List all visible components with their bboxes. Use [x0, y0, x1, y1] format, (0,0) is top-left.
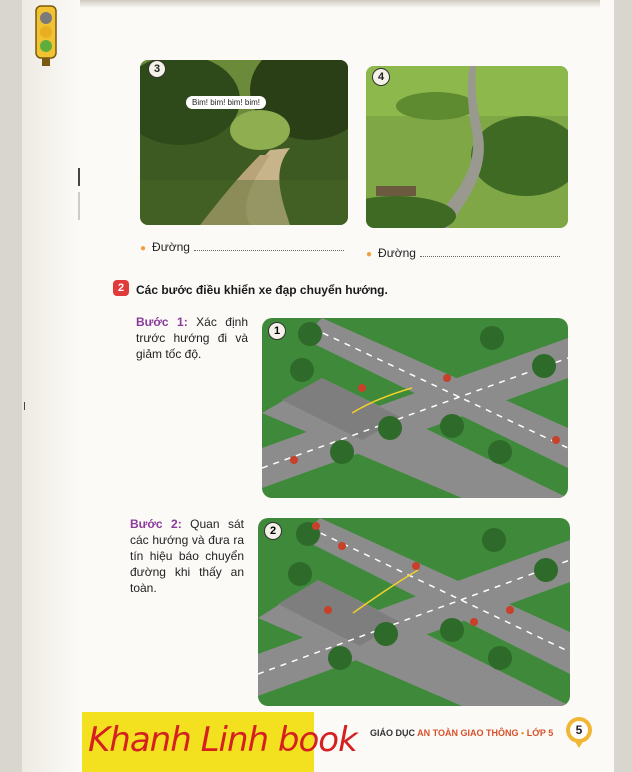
step-label: Bước 1:	[136, 315, 188, 329]
step-1-illustration	[262, 318, 568, 498]
footer-highlight: AN TOÀN GIAO THÔNG	[417, 728, 519, 738]
illustration-number-badge: 1	[268, 322, 286, 340]
photo-number-badge: 4	[372, 68, 390, 86]
step-2-text	[130, 516, 244, 596]
page-number: 5	[570, 721, 588, 739]
footer-separator: •	[521, 728, 525, 738]
answer-blank[interactable]	[420, 246, 560, 257]
section-number-badge: 2	[113, 280, 129, 296]
step-description: Xác định trước hướng đi và giảm tốc độ.	[136, 315, 248, 361]
step-1-text	[136, 314, 248, 362]
intersection-image	[258, 518, 570, 706]
footer-grade: LỚP 5	[526, 728, 554, 738]
step-label: Bước 2:	[130, 517, 182, 531]
forest-road-image	[140, 60, 348, 225]
speech-bubble: Bim! bim! bim! bim!	[186, 96, 266, 109]
step-2-illustration	[258, 518, 570, 706]
top-shadow	[80, 0, 600, 8]
illustration-number-badge: 2	[264, 522, 282, 540]
bullet-dot-icon: ●	[366, 249, 373, 260]
photo-number-badge: 3	[148, 60, 166, 78]
margin-mark	[78, 192, 80, 220]
photo-country-road	[366, 66, 568, 228]
photo-forest-road	[140, 60, 348, 225]
bullet-dot-icon: ●	[140, 243, 147, 254]
book-spine	[22, 0, 80, 772]
fill-in-line-left	[140, 240, 344, 254]
page-badge-pin-icon	[574, 740, 584, 748]
country-road-image	[366, 66, 568, 228]
fill-in-label: Đường	[378, 246, 416, 260]
step-description: Quan sát các hướng và đưa ra tín hiệu báo chuyển đường khi thấy an toàn.	[130, 517, 244, 595]
section-title: Các bước điều khiển xe đạp chuyển hướng.	[136, 283, 388, 297]
fill-in-line-right	[366, 246, 560, 260]
fill-in-label: Đường	[152, 240, 190, 254]
answer-blank[interactable]	[194, 240, 344, 251]
logo-text: Khanh Linh book	[88, 720, 357, 760]
traffic-light-icon	[26, 4, 64, 66]
margin-mark	[24, 402, 25, 410]
margin-mark	[78, 168, 80, 186]
footer-prefix: GIÁO DỤC	[370, 728, 415, 738]
intersection-image	[262, 318, 568, 498]
footer-series-title	[370, 728, 553, 738]
